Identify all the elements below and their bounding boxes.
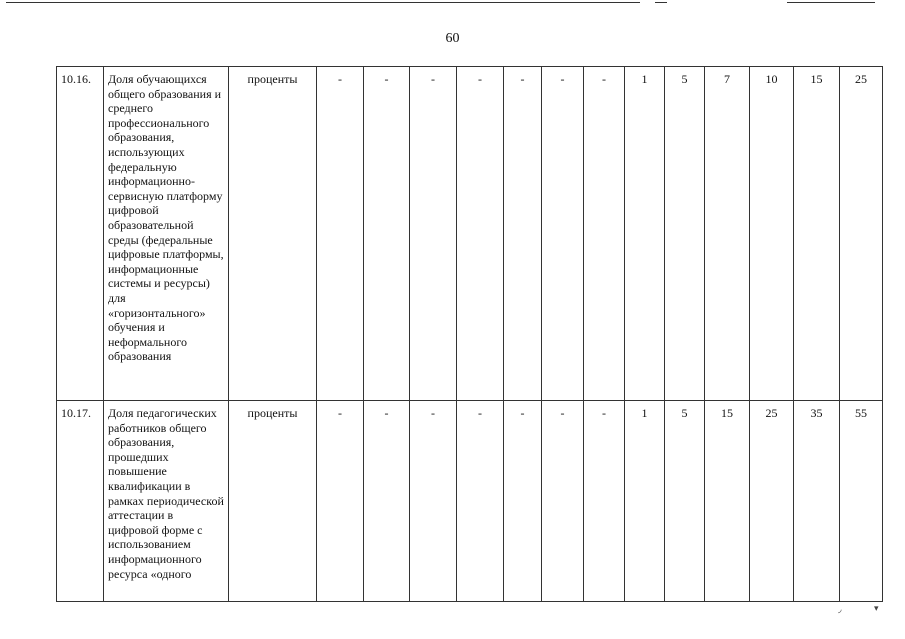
value-cell: 25 [840,67,883,401]
value-cell: - [504,67,542,401]
table-row [57,67,883,401]
value-cell: 5 [665,401,705,602]
unit-cell: проценты [229,401,317,602]
value-cell: - [542,67,584,401]
unit-cell: проценты [229,67,317,401]
value-cell: 55 [840,401,883,602]
page-number: 60 [445,31,460,46]
value-cell: 1 [625,401,665,602]
value-cell: 35 [794,401,840,602]
value-cell: - [542,401,584,602]
value-cell: 15 [705,401,750,602]
value-cell: 15 [794,67,840,401]
header-rule-left [6,2,640,3]
indicators-table [56,66,883,602]
value-cell: - [504,401,542,602]
row-number: 10.17. [57,401,104,602]
value-cell: - [317,67,364,401]
header-rule-mid [655,2,667,3]
value-cell: 7 [705,67,750,401]
scan-speck: ◞ [838,604,842,614]
value-cell: - [410,401,457,602]
value-cell: - [457,67,504,401]
value-cell: - [584,401,625,602]
value-cell: - [584,67,625,401]
value-cell: - [457,401,504,602]
indicator-name: Доля педагогических работников общего образования, прошедших повышение квалификации в рамках периодической аттестации в цифровой форме с использованием информационного ресурса «одного [104,401,229,602]
header-rule-right [787,2,875,3]
scan-speck: ▾ [874,603,879,613]
value-cell: - [410,67,457,401]
value-cell: 1 [625,67,665,401]
value-cell: - [364,401,410,602]
value-cell: - [317,401,364,602]
value-cell: - [364,67,410,401]
row-number: 10.16. [57,67,104,401]
value-cell: 25 [750,401,794,602]
value-cell: 5 [665,67,705,401]
indicator-name: Доля обучающихся общего образования и среднего профессионального образования, использующих федеральную информационно-сервисную платформу цифровой образовательной среды (федеральные цифровые платформы, информационные системы и ресурсы) для «горизонтального» обучения и неформального образования [104,67,229,401]
table-row [57,401,883,602]
value-cell: 10 [750,67,794,401]
